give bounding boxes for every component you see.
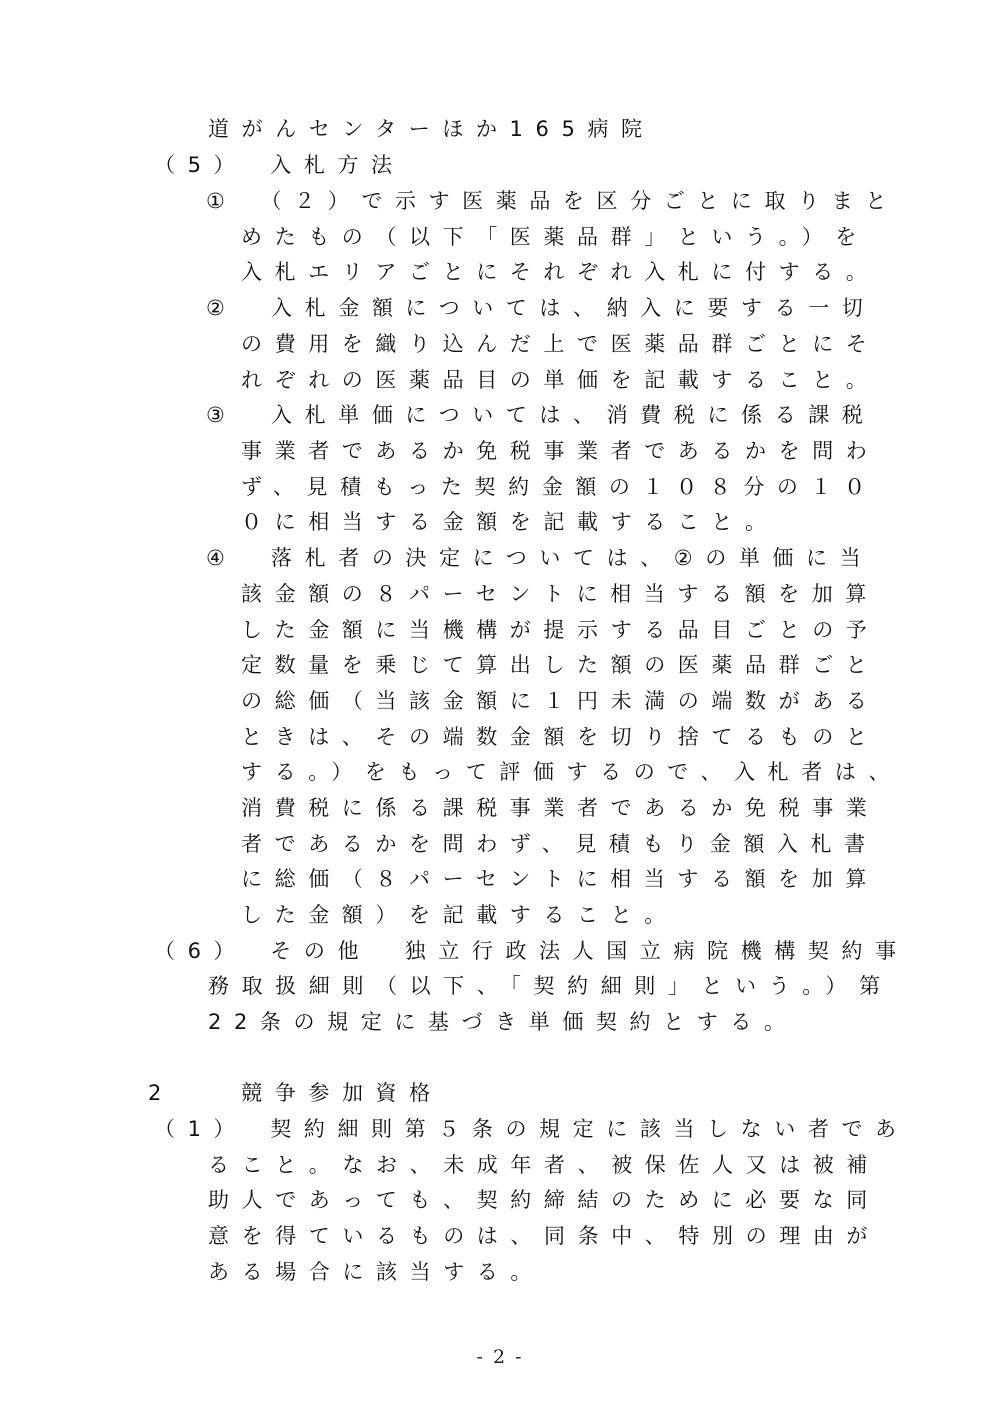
text-line: れぞれの医薬品目の単価を記載すること。 <box>241 368 880 392</box>
text-line: めたもの（以下「医薬品群」という。）を <box>241 225 869 249</box>
text-line: ること。なお、未成年者、被保佐人又は被補 <box>208 1153 880 1177</box>
text-line: 務取扱細則（以下、「契約細則」という。）第 <box>208 974 893 998</box>
text-line: 道がんセンターほか165病院 <box>208 117 655 141</box>
text-line: ず、見積もった契約金額の１０８分の１０ <box>241 475 878 499</box>
text-line: 22条の規定に基づき単価契約とする。 <box>208 1010 798 1034</box>
text-line: の総価（当該金額に１円未満の端数がある <box>241 689 880 713</box>
text-line: 消費税に係る課税事業者であるか免税事業 <box>241 796 880 820</box>
text-line: した金額に当機構が提示する品目ごとの予 <box>241 618 880 642</box>
text-line: 入札エリアごとにそれぞれ入札に付する。 <box>241 260 880 284</box>
text-line: 者であるかを問わず、見積もり金額入札書 <box>241 832 878 856</box>
text-line: に総価（８パーセントに相当する額を加算 <box>241 867 879 891</box>
list-item-2: ② 入札金額については、納入に要する一切 <box>206 296 876 320</box>
page-number: - 2 - <box>476 1346 524 1368</box>
chapter-heading: 2 競争参加資格 <box>148 1081 443 1105</box>
text-line: ある場合に該当する。 <box>208 1260 544 1284</box>
section-heading: （5） 入札方法 <box>154 153 405 177</box>
text-line: した金額）を記載すること。 <box>241 903 678 927</box>
text-line: ０に相当する金額を記載すること。 <box>241 510 779 534</box>
section-heading: （1） 契約細則第５条の規定に該当しない者であ <box>154 1117 909 1141</box>
text-line: する。）をもって評価するので、入札者は、 <box>241 760 903 784</box>
text-line: ときは、その端数金額を切り捨てるものと <box>241 725 880 749</box>
text-line: 助人であっても、契約締結のために必要な同 <box>208 1188 880 1212</box>
text-line: 定数量を乗じて算出した額の医薬品群ごと <box>241 653 880 677</box>
list-item-3: ③ 入札単価については、消費税に係る課税 <box>206 403 876 427</box>
section-heading: （6） その他 独立行政法人国立病院機構契約事 <box>154 939 909 963</box>
text-line: 事業者であるか免税事業者であるかを問わ <box>241 439 880 463</box>
text-line: 該金額の８パーセントに相当する額を加算 <box>241 582 879 606</box>
list-item-4: ④ 落札者の決定については、②の単価に当 <box>206 546 874 570</box>
text-line: の費用を織り込んだ上で医薬品群ごとにそ <box>241 332 880 356</box>
text-line: 意を得ているものは、同条中、特別の理由が <box>208 1224 880 1248</box>
list-item-1: ① （２）で示す医薬品を区分ごとに取りまと <box>206 189 899 213</box>
